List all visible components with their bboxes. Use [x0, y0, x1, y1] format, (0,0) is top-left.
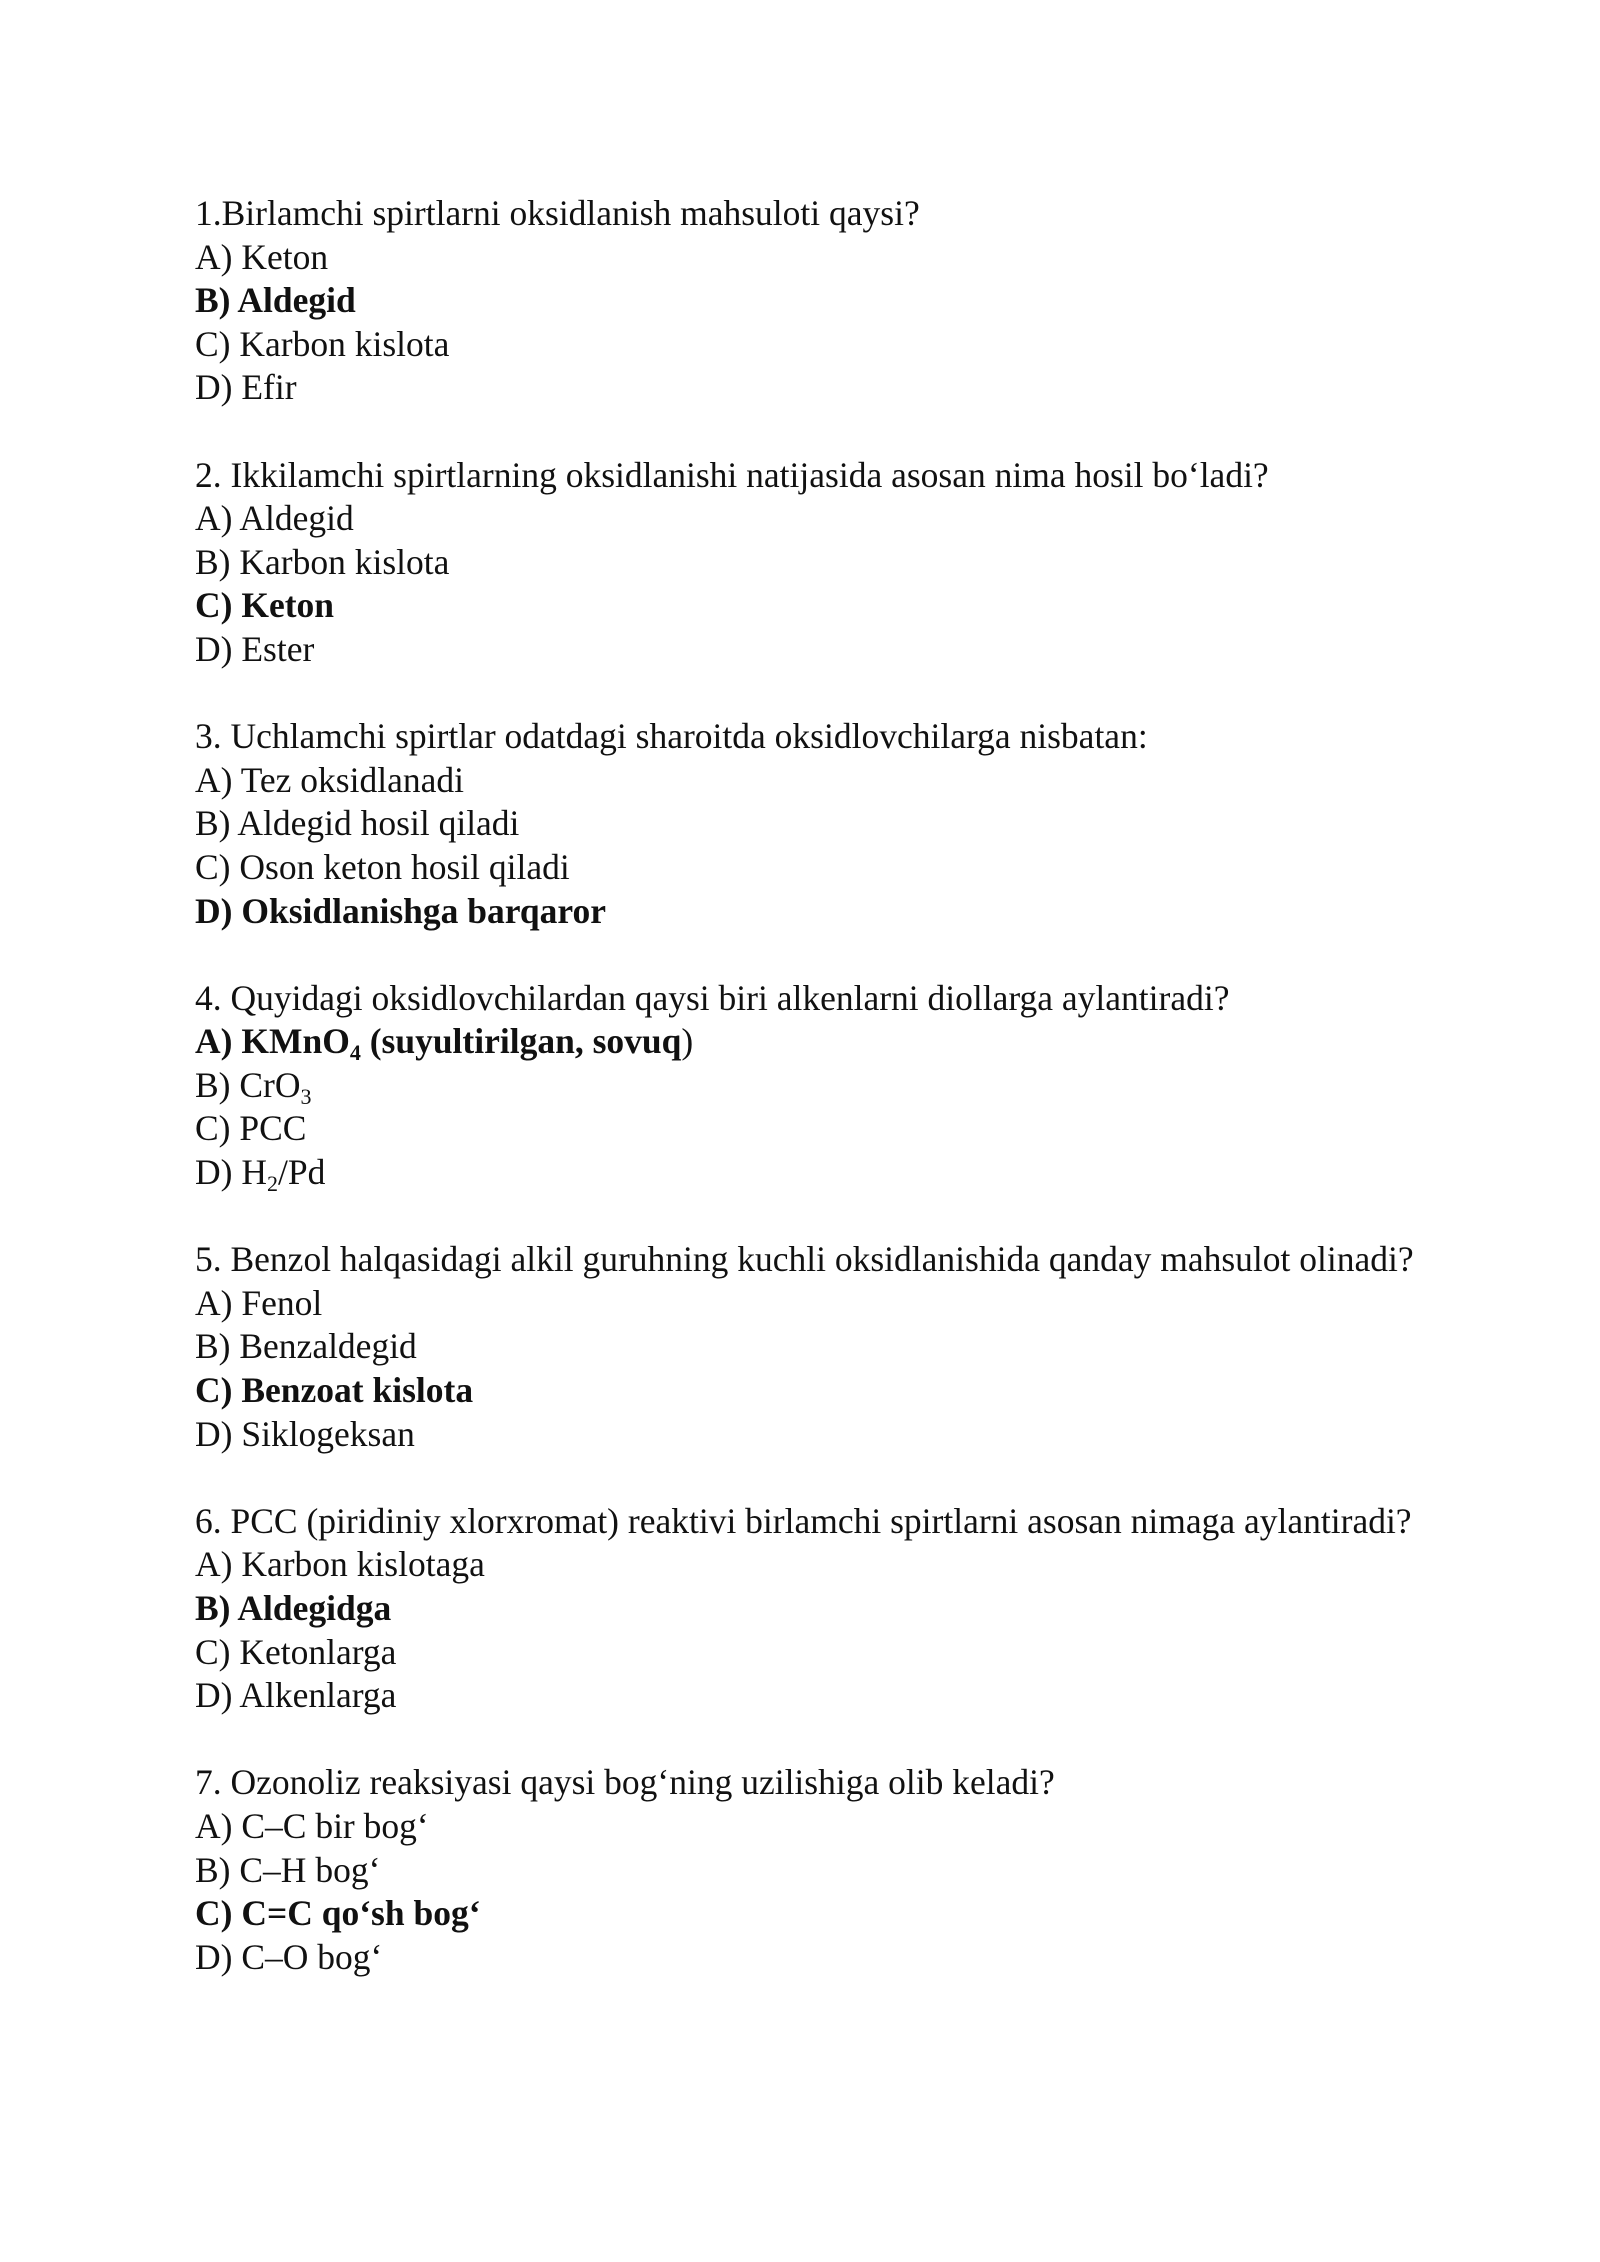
option-text-tail: )	[681, 1021, 694, 1062]
option-c-correct: C) C=C qo‘sh bog‘	[195, 1893, 481, 1934]
option-c: C) Karbon kislota	[195, 323, 450, 364]
question-text: 2. Ikkilamchi spirtlarning oksidlanishi natijasida asosan nima hosil bo‘ladi?	[195, 454, 1269, 495]
option-a: A) Karbon kislotaga	[195, 1544, 485, 1585]
option-d: D) C–O bog‘	[195, 1936, 383, 1977]
question-text: 4. Quyidagi oksidlovchilardan qaysi biri alkenlarni diollarga aylantiradi?	[195, 977, 1230, 1018]
subscript: 2	[266, 1171, 278, 1197]
question-4	[195, 977, 1425, 1195]
question-6	[195, 1500, 1425, 1718]
option-c: C) Oson keton hosil qiladi	[195, 846, 570, 887]
option-b: B) Karbon kislota	[195, 541, 450, 582]
option-a: A) C–C bir bog‘	[195, 1805, 429, 1846]
option-d	[195, 1151, 1425, 1195]
option-text-after: /Pd	[277, 1152, 326, 1193]
question-1	[195, 192, 1425, 410]
option-d: D) Ester	[195, 628, 315, 669]
question-list	[195, 192, 1425, 2023]
option-a-correct	[195, 1020, 1425, 1064]
option-b-correct: B) Aldegidga	[195, 1588, 392, 1628]
option-a: A) Aldegid	[195, 498, 354, 539]
question-2	[195, 454, 1425, 672]
question-text: 6. PCC (piridiniy xlorxromat) reaktivi birlamchi spirtlarni asosan nimaga aylantiradi?	[195, 1500, 1412, 1541]
option-b: B) Aldegid hosil qiladi	[195, 803, 520, 844]
option-d: D) Alkenlarga	[195, 1675, 397, 1716]
subscript: 3	[300, 1083, 312, 1109]
option-a: A) Fenol	[195, 1282, 323, 1323]
option-c: C) PCC	[195, 1108, 307, 1149]
option-text-after: (suyultirilgan, sovuq	[360, 1021, 682, 1062]
question-text: 3. Uchlamchi spirtlar odatdagi sharoitda oksidlovchilarga nisbatan:	[195, 716, 1148, 757]
option-a: A) Keton	[195, 236, 329, 277]
option-b	[195, 1064, 1425, 1108]
option-text: A) KMnO	[195, 1021, 350, 1062]
option-b-correct: B) Aldegid	[195, 280, 356, 321]
question-text: 7. Ozonoliz reaksiyasi qaysi bog‘ning uzilishiga olib keladi?	[195, 1762, 1055, 1803]
option-d: D) Siklogeksan	[195, 1413, 415, 1454]
subscript: 4	[349, 1040, 361, 1066]
option-a: A) Tez oksidlanadi	[195, 759, 464, 800]
option-c-correct: C) Benzoat kislota	[195, 1370, 474, 1411]
option-text: D) H	[195, 1152, 267, 1193]
option-b: B) C–H bog‘	[195, 1849, 381, 1890]
option-d: D) Efir	[195, 367, 297, 408]
option-d-correct: D) Oksidlanishga barqaror	[195, 890, 606, 931]
option-b: B) Benzaldegid	[195, 1326, 417, 1367]
question-text: 1.Birlamchi spirtlarni oksidlanish mahsuloti qaysi?	[195, 193, 920, 233]
option-c-correct: C) Keton	[195, 585, 335, 626]
question-3	[195, 715, 1425, 933]
option-text: B) CrO	[195, 1064, 301, 1105]
option-c: C) Ketonlarga	[195, 1631, 397, 1672]
question-text: 5. Benzol halqasidagi alkil guruhning kuchli oksidlanishida qanday mahsulot olinadi?	[195, 1239, 1414, 1280]
question-5	[195, 1238, 1425, 1456]
question-7	[195, 1761, 1425, 1979]
